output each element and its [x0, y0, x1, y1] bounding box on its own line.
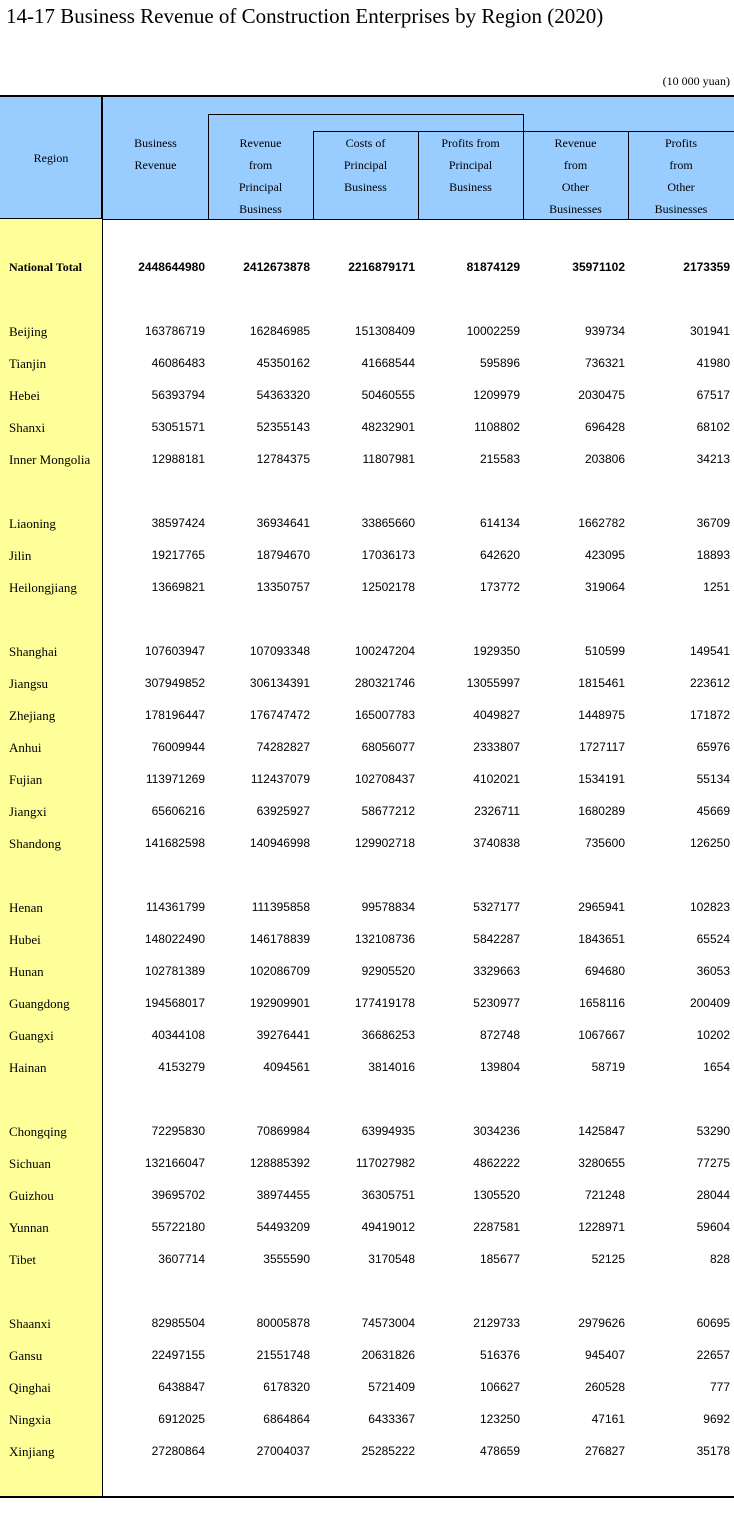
- cell-value: 721248: [584, 1188, 625, 1202]
- region-name: Guangxi: [9, 1028, 54, 1043]
- table-row: [0, 1249, 734, 1269]
- table-row: [0, 929, 734, 949]
- region-name: Hunan: [9, 964, 44, 979]
- cell-value: 1067667: [578, 1028, 625, 1042]
- cell-value: 49419012: [361, 1220, 415, 1234]
- table-row: [0, 577, 734, 597]
- cell-value: 80005878: [256, 1316, 310, 1330]
- cell-value: 34213: [696, 452, 730, 466]
- cell-value: 478659: [479, 1444, 520, 1458]
- cell-value: 162846985: [249, 324, 310, 338]
- cell-value: 117027982: [355, 1156, 415, 1170]
- cell-value: 67517: [696, 388, 730, 402]
- cell-value: 1654: [703, 1060, 730, 1074]
- cell-value: 6433367: [368, 1412, 415, 1426]
- cell-value: 215583: [479, 452, 520, 466]
- cell-value: 19217765: [151, 548, 205, 562]
- cell-value: 52355143: [256, 420, 310, 434]
- cell-value: 423095: [584, 548, 625, 562]
- cell-value: 12784375: [256, 452, 310, 466]
- header-profits-other: Profits from Other Businesses: [654, 136, 708, 216]
- cell-value: 54493209: [256, 1220, 310, 1234]
- table-row: [0, 1409, 734, 1429]
- cell-value: 123250: [479, 1412, 520, 1426]
- cell-value: 141682598: [144, 836, 205, 850]
- cell-value: 939734: [584, 324, 625, 338]
- cell-value: 2965941: [578, 900, 625, 914]
- cell-value: 38597424: [151, 516, 205, 530]
- cell-value: 192909901: [249, 996, 310, 1010]
- region-name: Hainan: [9, 1060, 47, 1075]
- region-name: Guizhou: [9, 1188, 54, 1203]
- table-row: [0, 545, 734, 565]
- cell-value: 102708437: [354, 772, 415, 786]
- cell-value: 516376: [479, 1348, 520, 1362]
- cell-value: 92905520: [361, 964, 415, 978]
- page-title: 14-17 Business Revenue of Construction Enterprises by Region (2020): [6, 4, 604, 28]
- cell-value: 173772: [479, 580, 520, 594]
- table-row: [0, 1025, 734, 1045]
- cell-value: 1448975: [578, 708, 625, 722]
- cell-value: 1251: [703, 580, 730, 594]
- cell-value: 36686253: [361, 1028, 415, 1042]
- cell-value: 111395858: [251, 900, 310, 914]
- cell-value: 1658116: [579, 996, 625, 1010]
- cell-value: 17036173: [361, 548, 415, 562]
- cell-value: 777: [709, 1380, 730, 1394]
- cell-value: 10002259: [466, 324, 520, 338]
- cell-value: 1209979: [473, 388, 520, 402]
- cell-value: 2412673878: [243, 260, 310, 274]
- cell-value: 2173359: [683, 260, 730, 274]
- region-name: Ningxia: [9, 1412, 51, 1427]
- cell-value: 319064: [584, 580, 625, 594]
- table-row: [0, 1377, 734, 1397]
- cell-value: 72295830: [151, 1124, 205, 1138]
- cell-value: 45669: [696, 804, 730, 818]
- table-row: [0, 1441, 734, 1461]
- cell-value: 1108802: [474, 420, 520, 434]
- cell-value: 1929350: [473, 644, 520, 658]
- region-name: Liaoning: [9, 516, 56, 531]
- cell-value: 58677212: [361, 804, 415, 818]
- cell-value: 595896: [479, 356, 520, 370]
- table-row: [0, 769, 734, 789]
- cell-value: 165007783: [354, 708, 415, 722]
- cell-value: 178196447: [144, 708, 205, 722]
- region-name: Hubei: [9, 932, 41, 947]
- region-name: Beijing: [9, 324, 48, 339]
- cell-value: 76009944: [151, 740, 205, 754]
- region-name: Inner Mongolia: [9, 452, 91, 467]
- cell-value: 47161: [591, 1412, 625, 1426]
- region-name: Chongqing: [9, 1124, 67, 1139]
- cell-value: 36709: [696, 516, 730, 530]
- cell-value: 27004037: [256, 1444, 310, 1458]
- cell-value: 694680: [584, 964, 625, 978]
- cell-value: 194568017: [144, 996, 205, 1010]
- cell-value: 614134: [479, 516, 520, 530]
- cell-value: 185677: [479, 1252, 520, 1266]
- cell-value: 99578834: [361, 900, 415, 914]
- cell-value: 41980: [696, 356, 730, 370]
- cell-value: 21551748: [256, 1348, 310, 1362]
- region-name: Shandong: [9, 836, 61, 851]
- region-name: Henan: [9, 900, 43, 915]
- cell-value: 3740838: [473, 836, 520, 850]
- cell-value: 148022490: [144, 932, 205, 946]
- cell-value: 102823: [689, 900, 730, 914]
- cell-value: 27280864: [151, 1444, 205, 1458]
- cell-value: 39695702: [151, 1188, 205, 1202]
- cell-value: 63925927: [256, 804, 310, 818]
- cell-value: 2333807: [473, 740, 520, 754]
- cell-value: 177419178: [354, 996, 415, 1010]
- cell-value: 59604: [696, 1220, 730, 1234]
- cell-value: 18893: [696, 548, 730, 562]
- cell-value: 50460555: [361, 388, 415, 402]
- cell-value: 1662782: [578, 516, 625, 530]
- table-row: [0, 801, 734, 821]
- cell-value: 149541: [689, 644, 730, 658]
- cell-value: 54363320: [256, 388, 310, 402]
- region-name: Tianjin: [9, 356, 47, 371]
- cell-value: 33865660: [361, 516, 415, 530]
- cell-value: 307949852: [144, 676, 205, 690]
- region-name: Qinghai: [9, 1380, 51, 1395]
- cell-value: 129902718: [354, 836, 415, 850]
- table-row: [0, 1217, 734, 1237]
- cell-value: 5327177: [473, 900, 520, 914]
- cell-value: 63994935: [361, 1124, 415, 1138]
- cell-value: 22497155: [151, 1348, 205, 1362]
- cell-value: 1680289: [578, 804, 625, 818]
- region-name: Fujian: [9, 772, 43, 787]
- table-row: [0, 1345, 734, 1365]
- cell-value: 735600: [584, 836, 625, 850]
- table-row: [0, 1057, 734, 1077]
- cell-value: 102781389: [144, 964, 205, 978]
- cell-value: 40344108: [151, 1028, 205, 1042]
- cell-value: 301941: [689, 324, 730, 338]
- table-row: [0, 737, 734, 757]
- cell-value: 65976: [696, 740, 730, 754]
- cell-value: 146178839: [249, 932, 310, 946]
- cell-value: 25285222: [361, 1444, 415, 1458]
- cell-value: 4049827: [473, 708, 520, 722]
- cell-value: 114361799: [145, 900, 205, 914]
- cell-value: 39276441: [256, 1028, 310, 1042]
- cell-value: 4862222: [473, 1156, 520, 1170]
- cell-value: 36305751: [361, 1188, 415, 1202]
- region-name: Shanxi: [9, 420, 46, 435]
- cell-value: 13055997: [466, 676, 520, 690]
- cell-value: 10202: [696, 1028, 730, 1042]
- cell-value: 1727117: [579, 740, 625, 754]
- cell-value: 696428: [584, 420, 625, 434]
- cell-value: 1534191: [578, 772, 625, 786]
- table-row: [0, 353, 734, 373]
- table-row: [0, 321, 734, 341]
- cell-value: 74573004: [361, 1316, 415, 1330]
- header-region: [0, 97, 102, 219]
- cell-value: 151308409: [354, 324, 415, 338]
- cell-value: 112437079: [250, 772, 310, 786]
- region-name: Jiangxi: [9, 804, 47, 819]
- table-row: [0, 641, 734, 661]
- cell-value: 6178320: [263, 1380, 310, 1394]
- cell-value: 203806: [584, 452, 625, 466]
- cell-value: 2326711: [474, 804, 520, 818]
- cell-value: 139804: [479, 1060, 520, 1074]
- cell-value: 53290: [696, 1124, 730, 1138]
- cell-value: 68102: [696, 420, 730, 434]
- cell-value: 163786719: [144, 324, 205, 338]
- cell-value: 3280655: [578, 1156, 625, 1170]
- region-name: Jilin: [9, 548, 32, 563]
- cell-value: 6864864: [263, 1412, 310, 1426]
- header-revenue-principal: Revenue from Principal Business: [238, 136, 283, 216]
- region-name: Shanghai: [9, 644, 58, 659]
- cell-value: 2129733: [473, 1316, 520, 1330]
- header-group-line: [208, 114, 523, 115]
- cell-value: 140946998: [249, 836, 310, 850]
- cell-value: 81874129: [466, 260, 520, 274]
- cell-value: 2448644980: [138, 260, 205, 274]
- cell-value: 132108736: [354, 932, 415, 946]
- header-region-label: Region: [33, 151, 69, 165]
- region-name: National Total: [9, 260, 83, 274]
- cell-value: 736321: [584, 356, 625, 370]
- table-row: [0, 257, 734, 277]
- cell-value: 20631826: [361, 1348, 415, 1362]
- header-costs-principal: Costs of Principal Business: [343, 136, 388, 194]
- region-name: Anhui: [9, 740, 42, 755]
- cell-value: 1843651: [578, 932, 625, 946]
- table-row: [0, 385, 734, 405]
- cell-value: 36053: [696, 964, 730, 978]
- cell-value: 3329663: [473, 964, 520, 978]
- table-row: [0, 833, 734, 853]
- cell-value: 132166047: [144, 1156, 205, 1170]
- cell-value: 55722180: [151, 1220, 205, 1234]
- cell-value: 126250: [689, 836, 730, 850]
- table-row: [0, 417, 734, 437]
- region-name: Tibet: [9, 1252, 36, 1267]
- cell-value: 107603947: [144, 644, 205, 658]
- cell-value: 107093348: [249, 644, 310, 658]
- cell-value: 45350162: [256, 356, 310, 370]
- cell-value: 65606216: [151, 804, 205, 818]
- cell-value: 55134: [696, 772, 730, 786]
- table-row: [0, 1185, 734, 1205]
- cell-value: 872748: [479, 1028, 520, 1042]
- cell-value: 280321746: [354, 676, 415, 690]
- region-name: Zhejiang: [9, 708, 56, 723]
- cell-value: 1305520: [473, 1188, 520, 1202]
- region-name: Shaanxi: [9, 1316, 51, 1331]
- cell-value: 100247204: [354, 644, 415, 658]
- unit-label: (10 000 yuan): [662, 74, 730, 88]
- cell-value: 41668544: [361, 356, 415, 370]
- cell-value: 12988181: [151, 452, 205, 466]
- cell-value: 5230977: [473, 996, 520, 1010]
- cell-value: 3607714: [158, 1252, 205, 1266]
- cell-value: 306134391: [249, 676, 310, 690]
- cell-value: 828: [709, 1252, 730, 1266]
- cell-value: 223612: [689, 676, 730, 690]
- cell-value: 6438847: [158, 1380, 205, 1394]
- cell-value: 4094561: [263, 1060, 310, 1074]
- cell-value: 28044: [696, 1188, 730, 1202]
- cell-value: 945407: [584, 1348, 625, 1362]
- cell-value: 35178: [696, 1444, 730, 1458]
- cell-value: 38974455: [256, 1188, 310, 1202]
- cell-value: 642620: [479, 548, 520, 562]
- cell-value: 12502178: [361, 580, 415, 594]
- cell-value: 70869984: [256, 1124, 310, 1138]
- cell-value: 2030475: [578, 388, 625, 402]
- cell-value: 9692: [703, 1412, 730, 1426]
- cell-value: 3034236: [473, 1124, 520, 1138]
- cell-value: 113971269: [145, 772, 205, 786]
- cell-value: 58719: [591, 1060, 625, 1074]
- cell-value: 4153279: [158, 1060, 205, 1074]
- cell-value: 13669821: [151, 580, 205, 594]
- table-row: [0, 961, 734, 981]
- table-row: [0, 1313, 734, 1333]
- cell-value: 56393794: [151, 388, 205, 402]
- table-row: [0, 993, 734, 1013]
- region-name: Jiangsu: [9, 676, 48, 691]
- cell-value: 35971102: [572, 260, 625, 274]
- cell-value: 22657: [696, 1348, 730, 1362]
- cell-value: 52125: [591, 1252, 625, 1266]
- header-profits-principal: Profits from Principal Business: [441, 136, 500, 194]
- cell-value: 11807981: [362, 452, 415, 466]
- cell-value: 1815461: [578, 676, 625, 690]
- cell-value: 6912025: [158, 1412, 205, 1426]
- table-row: [0, 1153, 734, 1173]
- cell-value: 3555590: [263, 1252, 310, 1266]
- cell-value: 176747472: [249, 708, 310, 722]
- cell-value: 13350757: [256, 580, 310, 594]
- cell-value: 3814016: [368, 1060, 415, 1074]
- cell-value: 60695: [696, 1316, 730, 1330]
- cell-value: 102086709: [249, 964, 310, 978]
- cell-value: 200409: [689, 996, 730, 1010]
- region-name: Sichuan: [9, 1156, 51, 1171]
- cell-value: 106627: [479, 1380, 520, 1394]
- region-name: Yunnan: [9, 1220, 49, 1235]
- table-row: [0, 449, 734, 469]
- header-business-revenue: Business Revenue: [134, 136, 177, 172]
- cell-value: 77275: [696, 1156, 730, 1170]
- table-row: [0, 513, 734, 533]
- region-name: Gansu: [9, 1348, 43, 1363]
- cell-value: 1228971: [578, 1220, 625, 1234]
- region-name: Guangdong: [9, 996, 70, 1011]
- region-name: Xinjiang: [9, 1444, 55, 1459]
- cell-value: 276827: [584, 1444, 625, 1458]
- cell-value: 1425847: [578, 1124, 625, 1138]
- cell-value: 82985504: [151, 1316, 205, 1330]
- cell-value: 46086483: [151, 356, 205, 370]
- region-name: Hebei: [9, 388, 41, 403]
- region-name: Heilongjiang: [9, 580, 77, 595]
- region-column-bg: [0, 97, 103, 1496]
- cell-value: 3170548: [368, 1252, 415, 1266]
- table-row: [0, 705, 734, 725]
- cell-value: 2216879171: [348, 260, 415, 274]
- cell-value: 171872: [689, 708, 730, 722]
- cell-value: 260528: [584, 1380, 625, 1394]
- cell-value: 4102021: [473, 772, 520, 786]
- header-revenue-other: Revenue from Other Businesses: [549, 136, 602, 216]
- cell-value: 5842287: [473, 932, 520, 946]
- cell-value: 2979626: [578, 1316, 625, 1330]
- table-row: [0, 673, 734, 693]
- cell-value: 53051571: [151, 420, 205, 434]
- cell-value: 2287581: [473, 1220, 520, 1234]
- cell-value: 65524: [696, 932, 730, 946]
- cell-value: 128885392: [249, 1156, 310, 1170]
- data-table: [0, 95, 734, 1498]
- cell-value: 5721409: [368, 1380, 415, 1394]
- cell-value: 510599: [584, 644, 625, 658]
- table-row: [0, 897, 734, 917]
- cell-value: 74282827: [256, 740, 310, 754]
- cell-value: 68056077: [361, 740, 415, 754]
- cell-value: 18794670: [256, 548, 310, 562]
- table-row: [0, 1121, 734, 1141]
- cell-value: 48232901: [361, 420, 415, 434]
- cell-value: 36934641: [256, 516, 310, 530]
